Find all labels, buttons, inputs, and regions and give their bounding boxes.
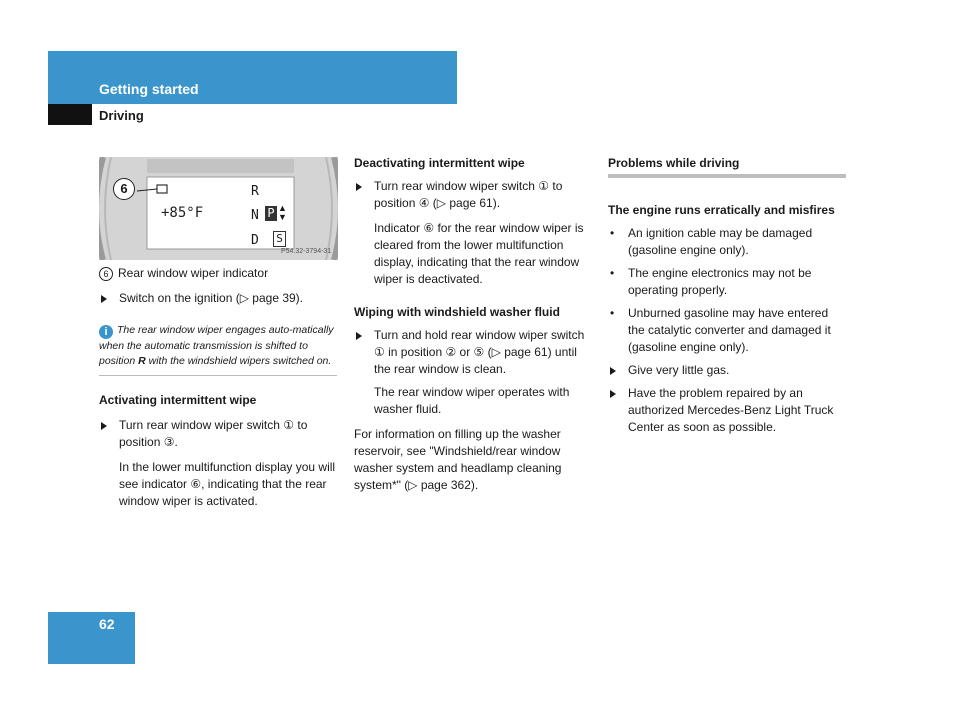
step-text: Switch on the ignition (▷ page 39). xyxy=(119,291,304,305)
display-temperature: +85°F xyxy=(161,205,204,221)
bullet-text: Unburned gasoline may have entered the catalytic converter and damaged it (gasoline engine only). xyxy=(628,306,831,354)
step-activating xyxy=(99,417,337,451)
caption-number: 6 xyxy=(99,267,113,281)
step-arrow-icon xyxy=(610,367,616,375)
bullet-text: An ignition cable may be damaged (gasoline engine only). xyxy=(628,226,813,257)
column-right xyxy=(608,155,846,436)
note-divider xyxy=(99,375,337,376)
step-arrow-icon xyxy=(101,422,107,430)
gear-r: R xyxy=(251,184,259,199)
figure-caption xyxy=(99,265,337,282)
activating-text: In the lower multifunction display you will see indicator ⑥, indicating that the rear window wiper is activated. xyxy=(119,460,336,508)
section-tab-marker xyxy=(48,104,92,125)
washer-info-text: For information on filling up the washer reservoir, see "Windshield/rear window washer system and headlamp cleaning system*" (▷ page 362). xyxy=(354,427,562,492)
list-item xyxy=(608,265,846,299)
note-text-bold: R xyxy=(138,355,146,367)
deactivating-title: Deactivating intermittent wipe xyxy=(354,156,525,170)
step-text: Give very little gas. xyxy=(628,363,730,377)
page-number: 62 xyxy=(99,616,115,632)
step-arrow-icon xyxy=(356,183,362,191)
step-deactivating xyxy=(354,178,592,212)
note-text-pre: The rear window wiper engages auto-matically when the automatic transmission is shifted to position xyxy=(99,324,334,367)
gear-n: N xyxy=(251,208,259,223)
engine-title: The engine runs erratically and misfires xyxy=(608,203,835,217)
washer-title: Wiping with windshield washer fluid xyxy=(354,305,560,319)
caption-text: Rear window wiper indicator xyxy=(118,266,269,280)
bullet-dot-icon: • xyxy=(610,306,615,320)
figure-code: P54.32-3794-31 xyxy=(281,248,332,255)
gear-p: P xyxy=(265,206,277,221)
bullet-text: The engine electronics may not be operating properly. xyxy=(628,266,812,297)
activating-title: Activating intermittent wipe xyxy=(99,393,257,407)
gear-d: D xyxy=(251,233,259,248)
info-note xyxy=(99,323,337,369)
column-middle xyxy=(354,155,592,494)
step-washer xyxy=(354,327,592,378)
step-text: Turn rear window wiper switch ① to position ③. xyxy=(119,418,308,449)
gear-updown-icon: ▲ ▼ xyxy=(278,203,287,222)
gear-s: S xyxy=(273,231,286,247)
step-text: Turn and hold rear window wiper switch ① in position ② or ⑤ (▷ page 61) until the rear window is clean. xyxy=(374,328,585,376)
step-arrow-icon xyxy=(610,390,616,398)
step-arrow-icon xyxy=(356,332,362,340)
step-arrow-icon xyxy=(101,295,107,303)
step-text: Have the problem repaired by an authorized Mercedes-Benz Light Truck Center as soon as possible. xyxy=(628,386,834,434)
washer-text: The rear window wiper operates with washer fluid. xyxy=(374,385,570,416)
list-item xyxy=(608,305,846,356)
problems-title: Problems while driving xyxy=(608,155,846,178)
info-icon: i xyxy=(99,325,113,339)
section-title: Getting started xyxy=(99,81,199,97)
page-number-band xyxy=(48,612,135,664)
column-left xyxy=(99,155,337,510)
bullet-dot-icon: • xyxy=(610,266,615,280)
instrument-cluster-figure xyxy=(99,157,338,260)
subsection-title: Driving xyxy=(99,108,144,123)
list-item xyxy=(608,225,846,259)
bullet-dot-icon: • xyxy=(610,226,615,240)
step-text: Turn rear window wiper switch ① to position ④ (▷ page 61). xyxy=(374,179,563,210)
callout-circle: 6 xyxy=(113,178,135,200)
deactivating-text: Indicator ⑥ for the rear window wiper is cleared from the lower multifunction display, indicating that the rear window wiper is deactivated. xyxy=(374,221,584,286)
note-text-post: with the windshield wipers switched on. xyxy=(145,355,332,367)
step-give-gas xyxy=(608,362,846,379)
step-repair xyxy=(608,385,846,436)
step-ignition xyxy=(99,290,337,307)
